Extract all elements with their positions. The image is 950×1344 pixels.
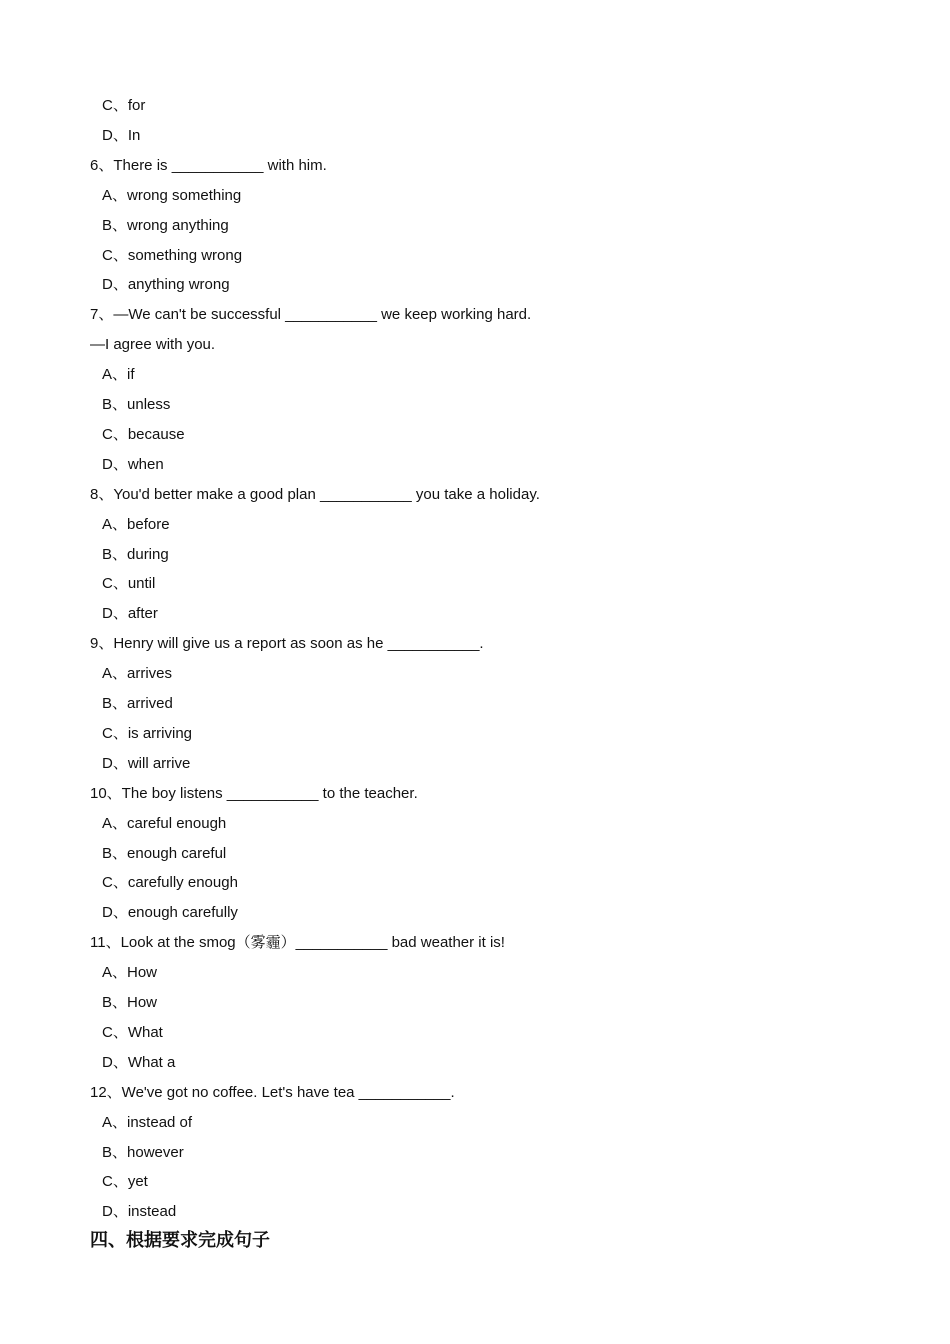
answer-option: C、for xyxy=(102,97,146,114)
answer-option: B、arrived xyxy=(102,695,173,712)
answer-option: A、if xyxy=(102,366,135,383)
answer-option: B、unless xyxy=(102,396,171,413)
answer-option: B、wrong anything xyxy=(102,217,229,234)
answer-option: C、yet xyxy=(102,1173,148,1190)
question-text: 11、Look at the smog（雾霾）___________ bad weather it is! xyxy=(90,934,505,951)
question-text: —I agree with you. xyxy=(90,336,216,353)
question-text: 10、The boy listens ___________ to the teacher. xyxy=(90,785,418,802)
section-heading: 四、根据要求完成句子 xyxy=(90,1230,270,1251)
answer-option: C、is arriving xyxy=(102,725,193,742)
answer-option: D、What a xyxy=(102,1054,176,1071)
question-text: 9、Henry will give us a report as soon as he ___________. xyxy=(90,635,484,652)
answer-option: A、How xyxy=(102,964,158,981)
answer-option: C、carefully enough xyxy=(102,874,238,891)
answer-option: B、however xyxy=(102,1144,184,1161)
answer-option: A、before xyxy=(102,516,170,533)
answer-option: C、until xyxy=(102,575,156,592)
answer-option: B、How xyxy=(102,994,158,1011)
question-text: 6、There is ___________ with him. xyxy=(90,157,327,174)
answer-option: A、arrives xyxy=(102,665,173,682)
answer-option: D、enough carefully xyxy=(102,904,238,921)
answer-option: A、wrong something xyxy=(102,187,242,204)
answer-option: D、will arrive xyxy=(102,755,191,772)
answer-option: B、during xyxy=(102,546,169,563)
answer-option: C、What xyxy=(102,1024,163,1041)
answer-option: A、careful enough xyxy=(102,815,227,832)
answer-option: A、instead of xyxy=(102,1114,193,1131)
answer-option: C、because xyxy=(102,426,185,443)
answer-option: D、after xyxy=(102,605,158,622)
answer-option: D、anything wrong xyxy=(102,276,230,293)
answer-option: B、enough careful xyxy=(102,845,227,862)
question-text: 7、—We can't be successful ___________ we keep working hard. xyxy=(90,306,532,323)
answer-option: D、instead xyxy=(102,1203,177,1220)
question-text: 12、We've got no coffee. Let's have tea ___________. xyxy=(90,1084,455,1101)
answer-option: D、when xyxy=(102,456,164,473)
answer-option: D、In xyxy=(102,127,141,144)
question-text: 8、You'd better make a good plan ___________ you take a holiday. xyxy=(90,486,540,503)
answer-option: C、something wrong xyxy=(102,247,243,264)
